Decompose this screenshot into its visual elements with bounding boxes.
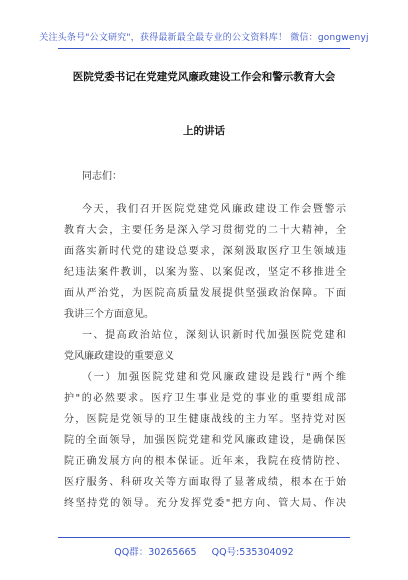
qq-number-label: QQ号:535304092 (211, 547, 294, 558)
paragraph-line: 我讲三个方面意见。 (64, 309, 154, 320)
header-note: 关注头条号"公文研究"，获得最新最全最专业的公文资料库！ 微信：gongwenyj (39, 33, 369, 43)
paragraph-line: 终坚持党的领导。充分发挥党委"把方向、管大局、作决 (64, 498, 346, 509)
document-title-continued: 上的讲话 (183, 125, 225, 137)
paragraph-line: 面从严治党，为医院高质量发展提供坚强政治保障。下面 (64, 288, 346, 299)
footer-divider (58, 537, 350, 538)
paragraph-line: 今天，我们召开医院党建党风廉政建设工作会暨警示 (82, 204, 346, 215)
section-heading-continued: 党风廉政建设的重要意义 (64, 351, 174, 362)
section-heading: 一、提高政治站位，深刻认识新时代加强医院党建和 (82, 330, 346, 341)
salutation: 同志们： (82, 171, 122, 182)
paragraph-line: 院的全面领导，加强医院党建和党风廉政建设，是确保医 (64, 435, 346, 446)
paragraph-line: 护"的必然要求。医疗卫生事业是党的事业的重要组成部 (64, 393, 346, 404)
footer (0, 544, 408, 558)
paragraph-line: （一）加强医院党建和党风廉政建设是践行"两个维 (82, 372, 346, 383)
paragraph-line: 院正确发展方向的根本保证。近年来，我院在疫情防控、 (64, 456, 346, 467)
qq-group-label: QQ群：30265665 (114, 547, 197, 558)
paragraph-line: 分，医院是党领导的卫生健康战线的主力军。坚持党对医 (64, 414, 346, 425)
paragraph-line: 医疗服务、科研攻关等方面取得了显著成绩，根本在于始 (64, 477, 346, 488)
paragraph-line: 纪违法案件教训，以案为鉴、以案促改，坚定不移推进全 (64, 267, 346, 278)
paragraph-line: 面落实新时代党的建设总要求，深刻汲取医疗卫生领域违 (64, 246, 346, 257)
document-body (64, 0, 346, 580)
document-title: 医院党委书记在党建党风廉政建设工作会和警示教育大会 (72, 71, 336, 83)
paragraph-line: 教育大会，主要任务是深入学习贯彻党的二十大精神，全 (64, 225, 346, 236)
